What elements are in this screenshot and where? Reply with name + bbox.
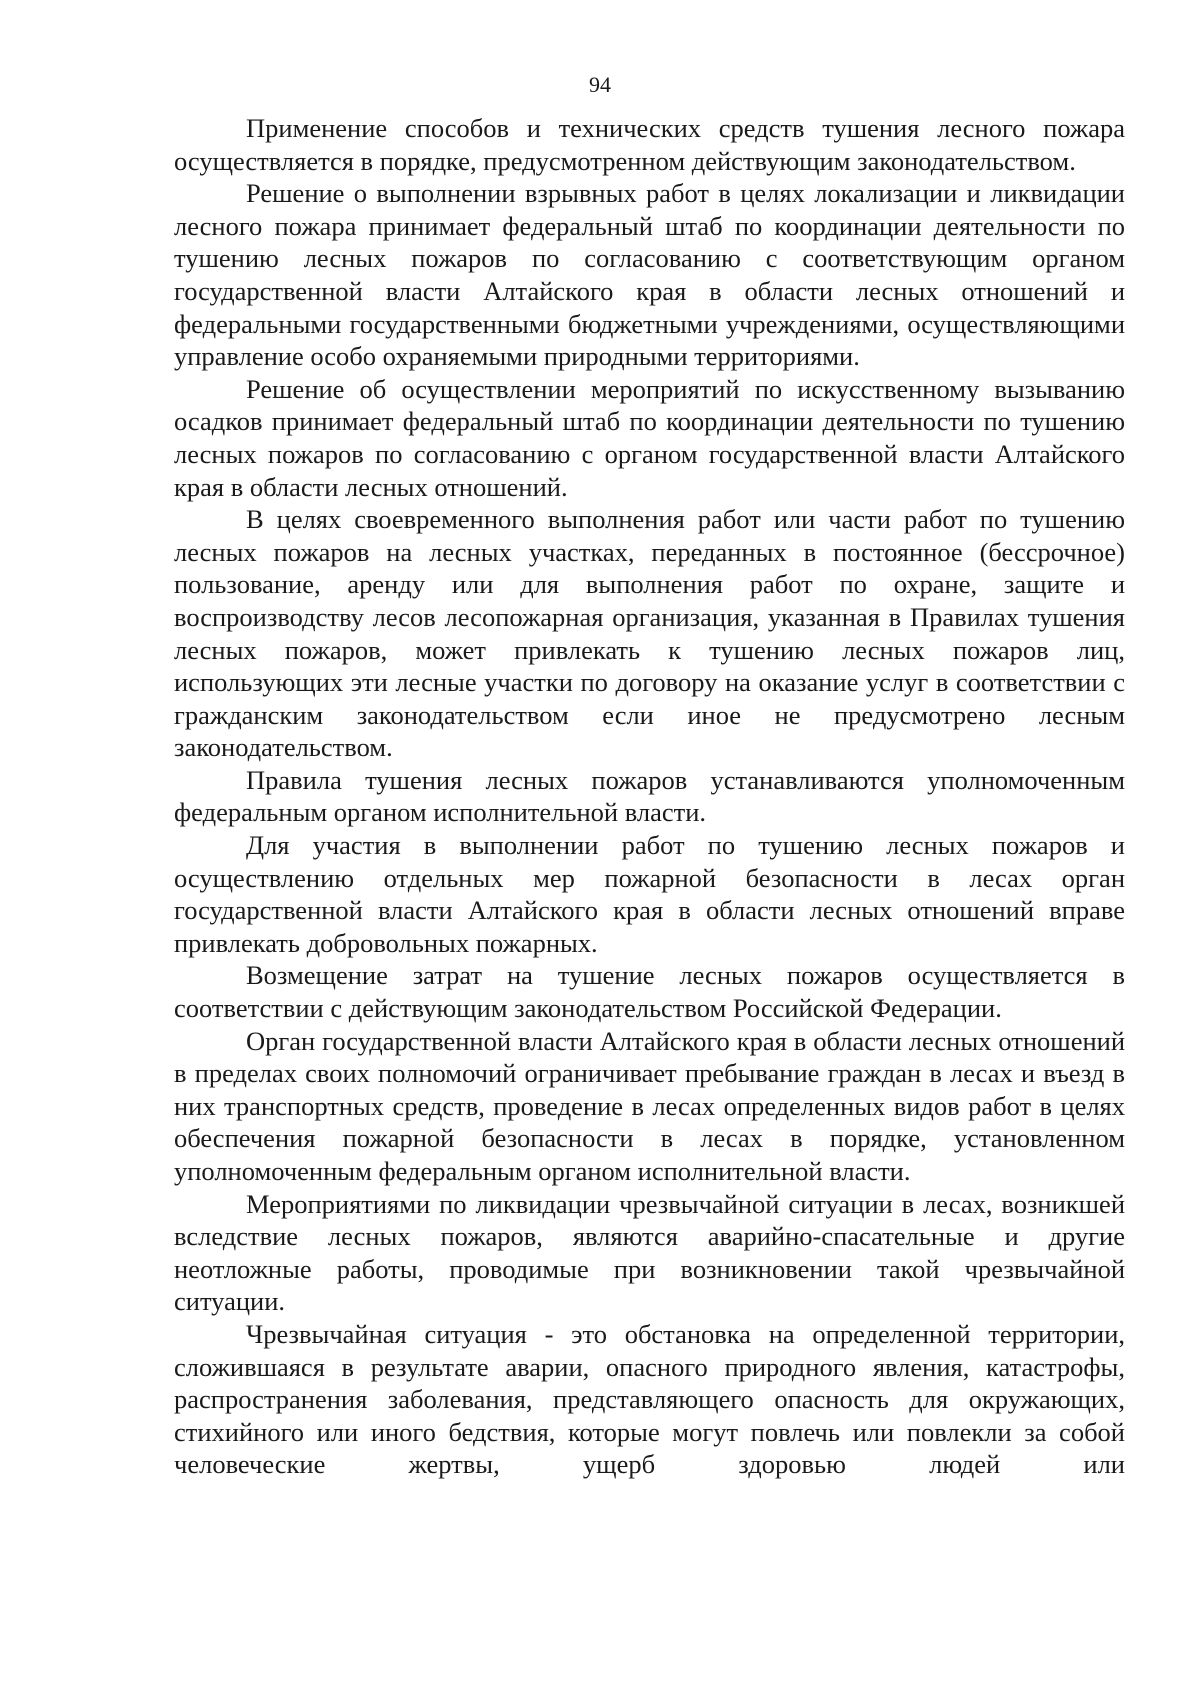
paragraph-access-restriction: Орган государственной власти Алтайского края в области лесных отношений в пределах своих полномочий ограничивает пребывание граждан в лесах и въезд в них транспортных средств, проведение в лесах определенных видов работ в целях обеспечения пожарной безопасности в лесах в порядке, установленном уполномоченным федеральным органом исполнительной власти. [174, 1025, 1125, 1186]
paragraph-explosive-works: Решение о выполнении взрывных работ в целях локализации и ликвидации лесного пожара принимает федеральный штаб по координации деятельности по тушению лесных пожаров по согласованию с соответствующим органом государственной власти Алтайского края в области лесных отношений и федеральными государственными бюджетными учреждениями, осуществляющими управление особо охраняемыми природными территориями. [174, 178, 1125, 372]
paragraph-artificial-precipitation: Решение об осуществлении мероприятий по искусственному вызыванию осадков принимает федеральный штаб по координации деятельности по тушению лесных пожаров по согласованию с органом государственной власти Алтайского края в области лесных отношений. [174, 373, 1125, 502]
page-number: 94 [589, 72, 611, 97]
document-body [174, 112, 1125, 1481]
paragraph-emergency-measures: Мероприятиями по ликвидации чрезвычайной ситуации в лесах, возникшей вследствие лесных пожаров, являются аварийно-спасательные и другие неотложные работы, проводимые при возникновении такой чрезвычайной ситуации. [174, 1188, 1125, 1317]
paragraph-firefighting-rules: Правила тушения лесных пожаров устанавливаются уполномоченным федеральным органом исполнительной власти. [174, 764, 1125, 828]
paragraph-emergency-definition: Чрезвычайная ситуация - это обстановка на определенной территории, сложившаяся в результате аварии, опасного природного явления, катастрофы, распространения заболевания, представляющего опасность для окружающих, стихийного или иного бедствия, которые могут повлечь или повлекли за собой человеческие жертвы, ущерб здоровью людей или [174, 1318, 1125, 1480]
paragraph-timely-works: В целях своевременного выполнения работ или части работ по тушению лесных пожаров на лесных участках, переданных в постоянное (бессрочное) пользование, аренду или для выполнения работ по охране, защите и воспроизводству лесов лесопожарная организация, указанная в Правилах тушения лесных пожаров, может привлекать к тушению лесных пожаров лиц, использующих эти лесные участки по договору на оказание услуг в соответствии с гражданским законодательством если иное не предусмотрено лесным законодательством. [174, 504, 1125, 763]
paragraph-volunteer-firefighters: Для участия в выполнении работ по тушению лесных пожаров и осуществлению отдельных мер пожарной безопасности в лесах орган государственной власти Алтайского края в области лесных отношений вправе привлекать добровольных пожарных. [174, 830, 1125, 958]
paragraph-cost-compensation: Возмещение затрат на тушение лесных пожаров осуществляется в соответствии с действующим законодательством Российской Федерации. [174, 960, 1125, 1024]
paragraph-firefighting-methods: Применение способов и технических средств тушения лесного пожара осуществляется в порядке, предусмотренном действующим законодательством. [174, 113, 1125, 176]
